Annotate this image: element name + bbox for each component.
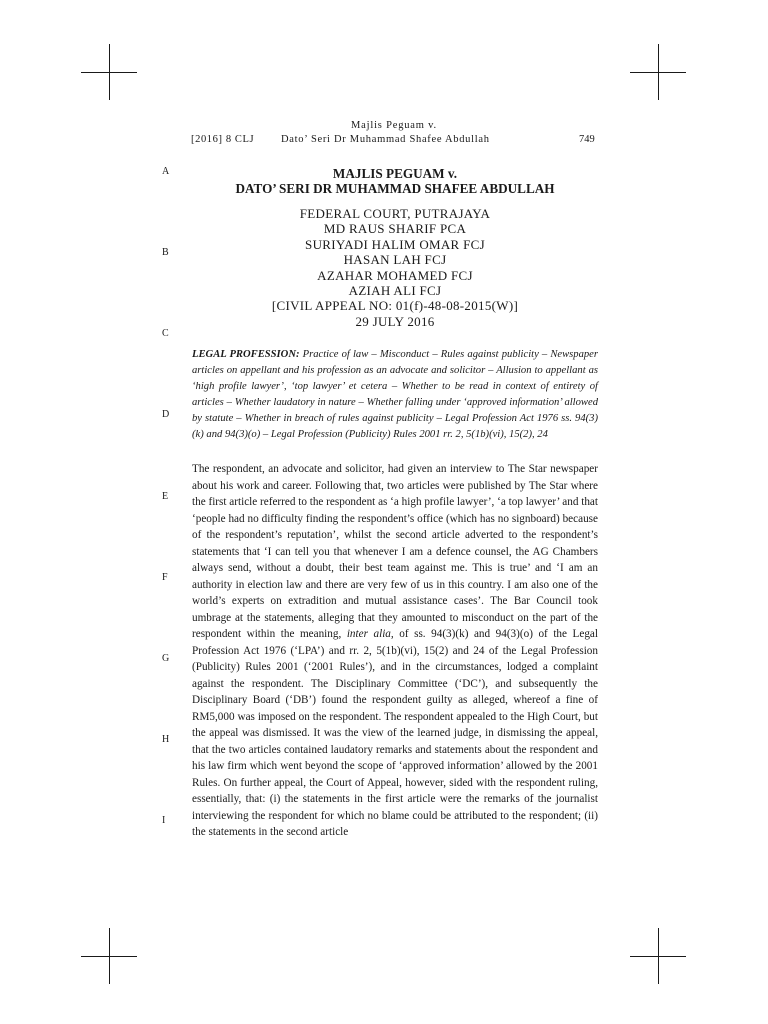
court-details [190,206,600,329]
crop-mark-tl-v [109,44,110,100]
catchword-text: Practice of law – Misconduct – Rules against publicity – Newspaper articles on appellant and his profession as an advocate and solicitor – Allusion to appellant as ‘high profile lawyer’, ‘top lawyer’ et cetera – Whether to be read in context of entirety of articles – Whether laudatory in nature – Whether falling under ‘approved information’ allowed by statute – Whether in breach of rules against publicity – Legal Profession Act 1976 ss. 94(3)(k) and 94(3)(o) – Legal Profession (Publicity) Rules 2001 rr. 2, 5(1b)(vi), 15(2), 24 [192,349,598,441]
margin-letter: H [162,734,170,745]
catchwords [192,347,598,444]
margin-letter: D [162,409,170,420]
margin-letter: G [162,653,170,664]
running-parties: Dato’ Seri Dr Muhammad Shafee Abdullah [281,134,490,145]
appeal-number: [CIVIL APPEAL NO: 01(f)-48-08-2015(W)] [271,298,519,314]
headnote-italic: inter alia, [346,628,394,640]
page-number: 749 [579,134,595,145]
judge-name: HASAN LAH FCJ [343,252,447,268]
crop-mark-tr-v [658,44,659,100]
case-title-line: MAJLIS PEGUAM v. [332,166,458,181]
court-name: FEDERAL COURT, PUTRAJAYA [299,206,491,221]
headnote-text: of ss. 94(3)(k) and 94(3)(o) of the Legal Profession Act 1976 (‘LPA’) and rr. 2, 5(1b)(vi), 15(2) and 24 of the Legal Profession (Publicity) Rules 2001 (‘2001 Rules’), and in the circumstances, lodged a complaint against the respondent. The Disciplinary Committee (‘DC’), and subsequently the Disciplinary Board (‘DB’) found the respondent guilty as alleged, whereof a fine of RM5,000 was imposed on the respondent. The respondent appealed to the High Court, but the appeal was dismissed. It was the view of the learned judge, in dismissing the appeal, that the two articles contained laudatory remarks and statements about the respondent and his law firm which went beyond the scope of ‘approved information’ allowed by the 2001 Rules. On further appeal, the Court of Appeal, however, sided with the respondent ruling, essentially, that: (i) the statements in the first article were the remarks of the journalist interviewing the respondent for which no blame could be attributed to the respondent; (ii) the statements in the second article [192,628,598,838]
margin-letter: C [162,328,169,339]
margin-letter: F [162,572,168,583]
headnote-paragraph [192,461,598,841]
margin-letter: B [162,247,169,258]
headnote-text: The respondent, an advocate and solicitor, had given an interview to The Star newspaper about his work and career. Following that, two articles were published by The Star where the first article referred to the respondent as ‘a high profile lawyer’, ‘a top lawyer’ and that ‘people had no difficulty finding the respondent’s office (which has no signboard) because of the respondent’s reputation’, whilst the second article adverted to the respondent’s statements that ‘I can tell you that whenever I am a defence counsel, the AG Chambers always send, without a doubt, their best team against me. This is true’ and ‘I am an authority in election law and there are very few of us in this country. I am also one of the world’s experts on extradition and mutual assistance cases’. The Bar Council took umbrage at the statements, alleging that they amounted to misconduct on the part of the respondent within the meaning, [192,463,598,640]
crop-mark-br-v [658,928,659,984]
margin-letter: A [162,166,170,177]
citation: [2016] 8 CLJ [191,134,255,145]
crop-mark-bl-v [109,928,110,984]
margin-letter: E [162,491,169,502]
running-title: Majlis Peguam v. [351,120,437,131]
judgment-date: 29 JULY 2016 [355,313,435,329]
judge-name: AZAHAR MOHAMED FCJ [317,267,473,283]
case-title-line: DATO’ SERI DR MUHAMMAD SHAFEE ABDULLAH [235,181,555,196]
judge-name: MD RAUS SHARIF PCA [323,221,467,237]
catchword-lead: LEGAL PROFESSION: [192,349,300,360]
judge-name: SURIYADI HALIM OMAR FCJ [305,236,485,252]
case-title [190,166,600,196]
judge-name: AZIAH ALI FCJ [348,283,442,299]
margin-letter: I [162,815,166,826]
